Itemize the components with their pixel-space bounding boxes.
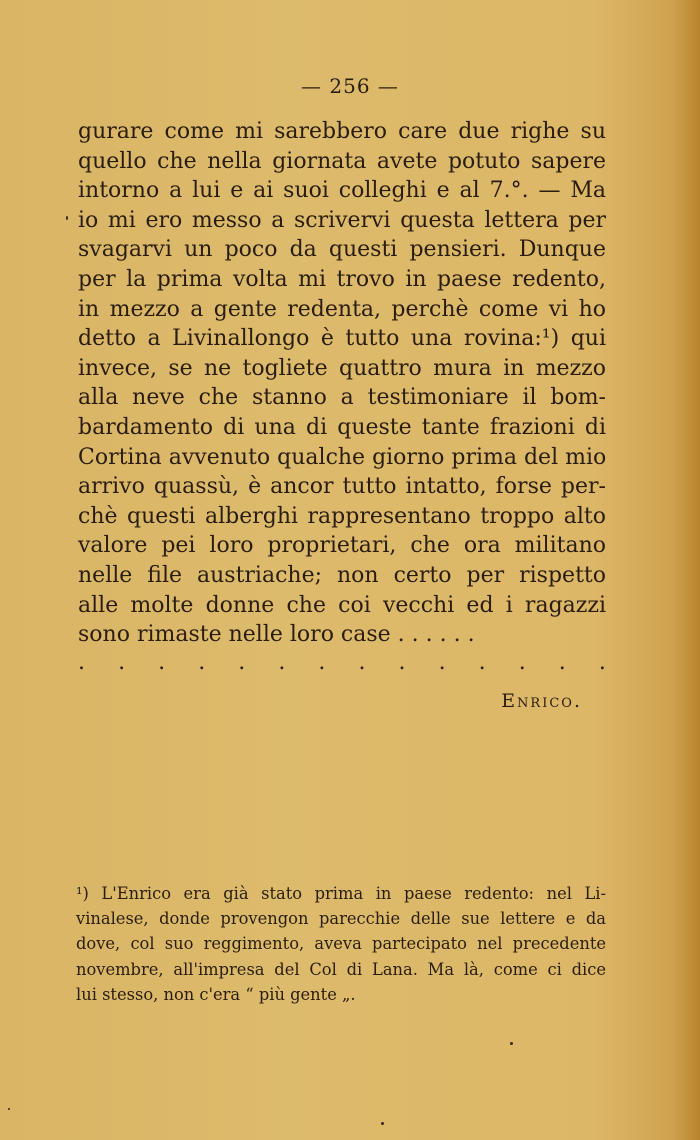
ellipsis-dot: . — [558, 650, 566, 675]
body-line: Cortina avvenuto qualche giorno prima del mio — [78, 444, 607, 470]
paper-speck — [381, 1122, 384, 1125]
signature: Enrico. — [501, 690, 582, 712]
ellipsis-dot: . — [518, 650, 526, 675]
body-line: gurare come mi sarebbero care due righe su — [78, 119, 606, 144]
ellipsis-dot: . — [238, 650, 246, 675]
body-line: in mezzo a gente redenta, perchè come vi ho — [78, 296, 606, 322]
ellipsis-dot: . — [78, 650, 85, 675]
footnote-line: ¹) L'Enrico era già stato prima in paese redento: nel Li- — [76, 884, 606, 903]
body-text — [78, 117, 606, 650]
ellipsis-dot: . — [278, 650, 286, 675]
footnote-line: dove, col suo reggimento, aveva partecipato nel precedente — [76, 934, 606, 954]
paper-speck — [510, 1042, 513, 1045]
ellipsis-dot: . — [118, 650, 126, 675]
ellipsis-dot: . — [478, 650, 486, 675]
footnote — [76, 881, 606, 1007]
paper-speck — [8, 1108, 10, 1110]
paper-speck — [66, 216, 68, 220]
ellipsis-dot: . — [398, 650, 406, 675]
ellipsis-dot: . — [318, 650, 326, 675]
footnote-line: lui stesso, non c'era “ più gente „. — [76, 984, 356, 1004]
body-line: bardamento di una di queste tante frazioni di — [78, 414, 606, 440]
body-line: per la prima volta mi trovo in paese redento, — [78, 266, 606, 292]
page-number: — 256 — — [301, 74, 399, 98]
ellipsis-dot: . — [158, 650, 166, 675]
body-line: nelle file austriache; non certo per rispetto — [78, 562, 606, 588]
body-line: arrivo quassù, è ancor tutto intatto, forse per- — [78, 474, 606, 500]
body-line: io mi ero messo a scrivervi questa lettera per — [78, 207, 606, 233]
body-line: invece, se ne togliete quattro mura in mezzo — [78, 355, 606, 381]
body-line: sono rimaste nelle loro case . . . . . . — [78, 622, 475, 648]
body-line: chè questi alberghi rappresentano troppo alto — [78, 503, 606, 529]
body-line: alla neve che stanno a testimoniare il bom- — [78, 385, 606, 411]
ellipsis-dot: . — [598, 650, 606, 675]
body-line: detto a Livinallongo è tutto una rovina:¹) qui — [78, 326, 606, 352]
ellipsis-dot: . — [198, 650, 206, 675]
footnote-line: vinalese, donde provengon parecchie delle sue lettere e da — [76, 909, 606, 929]
body-line: alle molte donne che coi vecchi ed i ragazzi — [78, 592, 606, 618]
body-line: valore pei loro proprietari, che ora militano — [78, 533, 606, 559]
body-line: intorno a lui e ai suoi colleghi e al 7.°. — Ma — [78, 178, 606, 204]
ellipsis-dot: . — [358, 650, 366, 675]
body-line: quello che nella giornata avete potuto sapere — [78, 148, 606, 174]
footnote-line: novembre, all'impresa del Col di Lana. Ma là, come ci dice — [76, 959, 606, 979]
ellipsis-dot: . — [438, 650, 446, 675]
body-line: svagarvi un poco da questi pensieri. Dunque — [78, 237, 606, 263]
ellipsis-dots-row — [78, 650, 606, 675]
